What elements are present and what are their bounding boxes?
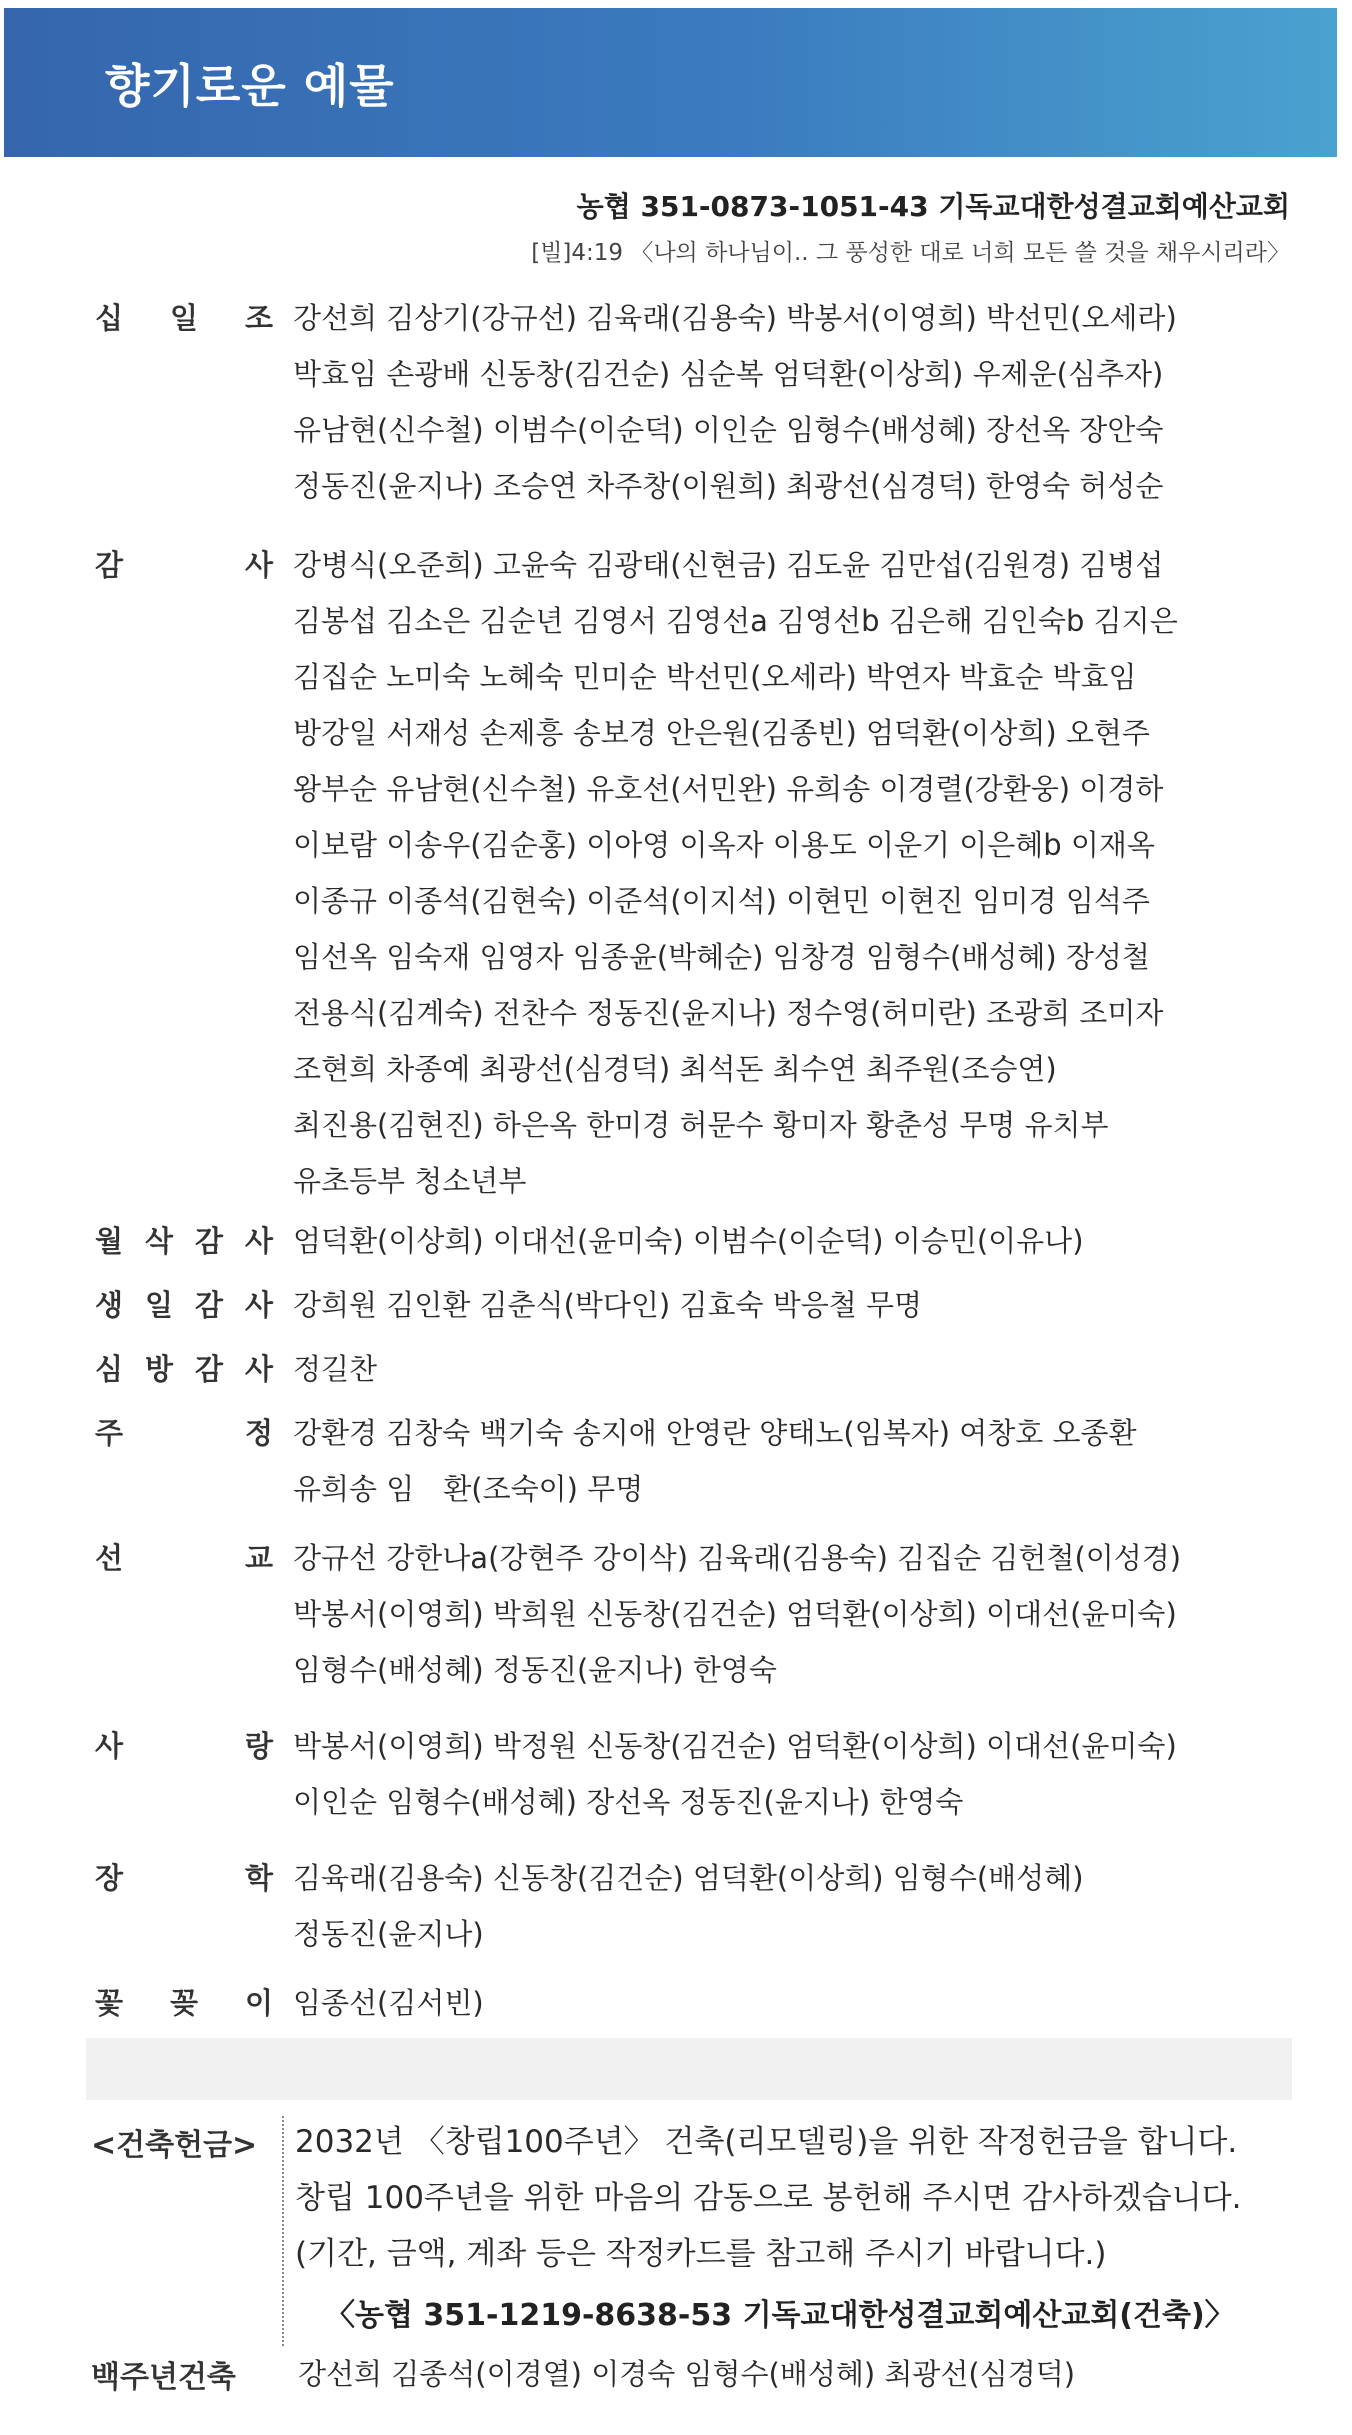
section-label-char: 꽃 (95, 1986, 124, 2020)
names-line: 강규선 강한나a(강현주 강이삭) 김육래(김용숙) 김집순 김헌철(이성경) (293, 1541, 1182, 1575)
section-label (95, 290, 273, 346)
names-line: 왕부순 유남현(신수철) 유호선(서민완) 유희송 이경렬(강환웅) 이경하 (293, 772, 1164, 806)
names-line: 김집순 노미숙 노혜숙 민미순 박선민(오세라) 박연자 박효순 박효임 (293, 660, 1137, 694)
names-line: 정동진(윤지나) (293, 1917, 484, 1951)
section-names (293, 1213, 1303, 1269)
names-line: 조현희 차종예 최광선(심경덕) 최석돈 최수연 최주원(조승연) (293, 1052, 1057, 1086)
section-names (293, 1530, 1303, 1698)
header-banner (4, 8, 1337, 157)
section-label-char: 삭 (144, 1224, 173, 1258)
section-label-char: 감 (194, 1224, 223, 1258)
section-label-char: 감 (194, 1352, 223, 1386)
section-label-char: 심 (95, 1352, 124, 1386)
section-label (95, 1213, 273, 1269)
section-label-char: 일 (144, 1288, 173, 1322)
names-line: 유초등부 청소년부 (293, 1164, 527, 1198)
section-label (95, 1530, 273, 1586)
section-label-char: 장 (95, 1861, 124, 1895)
names-line: 강병식(오준희) 고윤숙 김광태(신현금) 김도윤 김만섭(김원경) 김병섭 (293, 548, 1164, 582)
centennial-building-label: 백주년건축 (91, 2360, 236, 2395)
names-line: 박봉서(이영희) 박희원 신동창(김건순) 엄덕환(이상희) 이대선(윤미숙) (293, 1597, 1177, 1631)
section-label-char: 월 (95, 1224, 124, 1258)
names-line: 이인순 임형수(배성혜) 장선옥 정동진(윤지나) 한영숙 (293, 1785, 964, 1819)
section-label-char: 사 (244, 1352, 273, 1386)
divider-band (86, 2038, 1292, 2100)
names-line: 유남현(신수철) 이범수(이순덕) 이인순 임형수(배성혜) 장선옥 장안숙 (293, 413, 1164, 447)
section-label-char: 이 (244, 1986, 273, 2020)
bible-verse: [빌]4:19 〈나의 하나님이.. 그 풍성한 대로 너희 모든 쓸 것을 채우시리라〉 (531, 240, 1290, 266)
section-label (95, 537, 273, 593)
names-line: 김봉섭 김소은 김순년 김영서 김영선a 김영선b 김은해 김인숙b 김지은 (293, 604, 1178, 638)
section-names (293, 290, 1303, 514)
section-label-char: 감 (95, 548, 124, 582)
offering-account: 농협 351-0873-1051-43 기독교대한성결교회예산교회 (576, 190, 1290, 223)
building-fund-divider (282, 2116, 284, 2346)
section-names (293, 1718, 1303, 1830)
section-label-char: 조 (244, 301, 273, 335)
names-line: 유희송 임 환(조숙이) 무명 (293, 1472, 644, 1506)
section-label-char: 주 (95, 1416, 124, 1450)
section-label-char: 학 (244, 1861, 273, 1895)
section-label-char: 정 (244, 1416, 273, 1450)
centennial-building-names: 강선희 김종석(이경열) 이경숙 임형수(배성혜) 최광선(심경덕) (298, 2357, 1076, 2391)
section-names (293, 1850, 1303, 1962)
names-line: 강희원 김인환 김춘식(박다인) 김효숙 박응철 무명 (293, 1288, 922, 1322)
section-label-char: 랑 (244, 1729, 273, 1763)
section-label (95, 1405, 273, 1461)
names-line: 정길찬 (293, 1352, 378, 1386)
section-label (95, 1975, 273, 2031)
names-line: 정동진(윤지나) 조승연 차주창(이원희) 최광선(심경덕) 한영숙 허성순 (293, 469, 1164, 503)
building-fund-account: 〈농협 351-1219-8638-53 기독교대한성결교회예산교회(건축)〉 (325, 2298, 1235, 2333)
names-line: 김육래(김용숙) 신동창(김건순) 엄덕환(이상희) 임형수(배성혜) (293, 1861, 1084, 1895)
section-label-char: 선 (95, 1541, 124, 1575)
names-line: 임형수(배성혜) 정동진(윤지나) 한영숙 (293, 1653, 777, 1687)
section-label (95, 1718, 273, 1774)
names-line: 이종규 이종석(김현숙) 이준석(이지석) 이현민 이현진 임미경 임석주 (293, 884, 1150, 918)
section-label (95, 1850, 273, 1906)
section-names (293, 1341, 1303, 1397)
page-title: 향기로운 예물 (105, 59, 395, 113)
names-line: 임선옥 임숙재 임영자 임종윤(박혜순) 임창경 임형수(배성혜) 장성철 (293, 940, 1150, 974)
section-names (293, 1405, 1303, 1517)
section-label-char: 감 (194, 1288, 223, 1322)
names-line: 방강일 서재성 손제흥 송보경 안은원(김종빈) 엄덕환(이상희) 오현주 (293, 716, 1150, 750)
section-label-char: 사 (244, 1288, 273, 1322)
section-label (95, 1277, 273, 1333)
section-names (293, 1975, 1303, 2031)
names-line: 박효임 손광배 신동창(김건순) 심순복 엄덕환(이상희) 우제운(심추자) (293, 357, 1164, 391)
section-label-char: 사 (244, 548, 273, 582)
section-label-char: 방 (144, 1352, 173, 1386)
section-label-char: 사 (244, 1224, 273, 1258)
section-names (293, 1277, 1303, 1333)
names-line: 임종선(김서빈) (293, 1986, 484, 2020)
names-line: 엄덕환(이상희) 이대선(윤미숙) 이범수(이순덕) 이승민(이유나) (293, 1224, 1084, 1258)
section-label-char: 꽂 (169, 1986, 198, 2020)
section-names (293, 537, 1303, 1209)
names-line: 전용식(김계숙) 전찬수 정동진(윤지나) 정수영(허미란) 조광희 조미자 (293, 996, 1164, 1030)
section-label-char: 일 (169, 301, 198, 335)
section-label-char: 십 (95, 301, 124, 335)
building-fund-text: 2032년 〈창립100주년〉 건축(리모델링)을 위한 작정헌금을 합니다. 창립 100주년을 위한 마음의 감동으로 봉헌해 주시면 감사하겠습니다. (기간, 금액, 계좌 등은 작정카드를 참고해 주시기 바랍니다.) (295, 2124, 1242, 2272)
building-fund-label: <건축헌금> (91, 2128, 258, 2163)
names-line: 이보람 이송우(김순홍) 이아영 이옥자 이용도 이운기 이은혜b 이재옥 (293, 828, 1155, 862)
section-label-char: 사 (95, 1729, 124, 1763)
names-line: 최진용(김현진) 하은옥 한미경 허문수 황미자 황춘성 무명 유치부 (293, 1108, 1109, 1142)
section-label (95, 1341, 273, 1397)
section-label-char: 생 (95, 1288, 124, 1322)
names-line: 박봉서(이영희) 박정원 신동창(김건순) 엄덕환(이상희) 이대선(윤미숙) (293, 1729, 1177, 1763)
section-label-char: 교 (244, 1541, 273, 1575)
names-line: 강환경 김창숙 백기숙 송지애 안영란 양태노(임복자) 여창호 오종환 (293, 1416, 1137, 1450)
names-line: 강선희 김상기(강규선) 김육래(김용숙) 박봉서(이영희) 박선민(오세라) (293, 301, 1177, 335)
